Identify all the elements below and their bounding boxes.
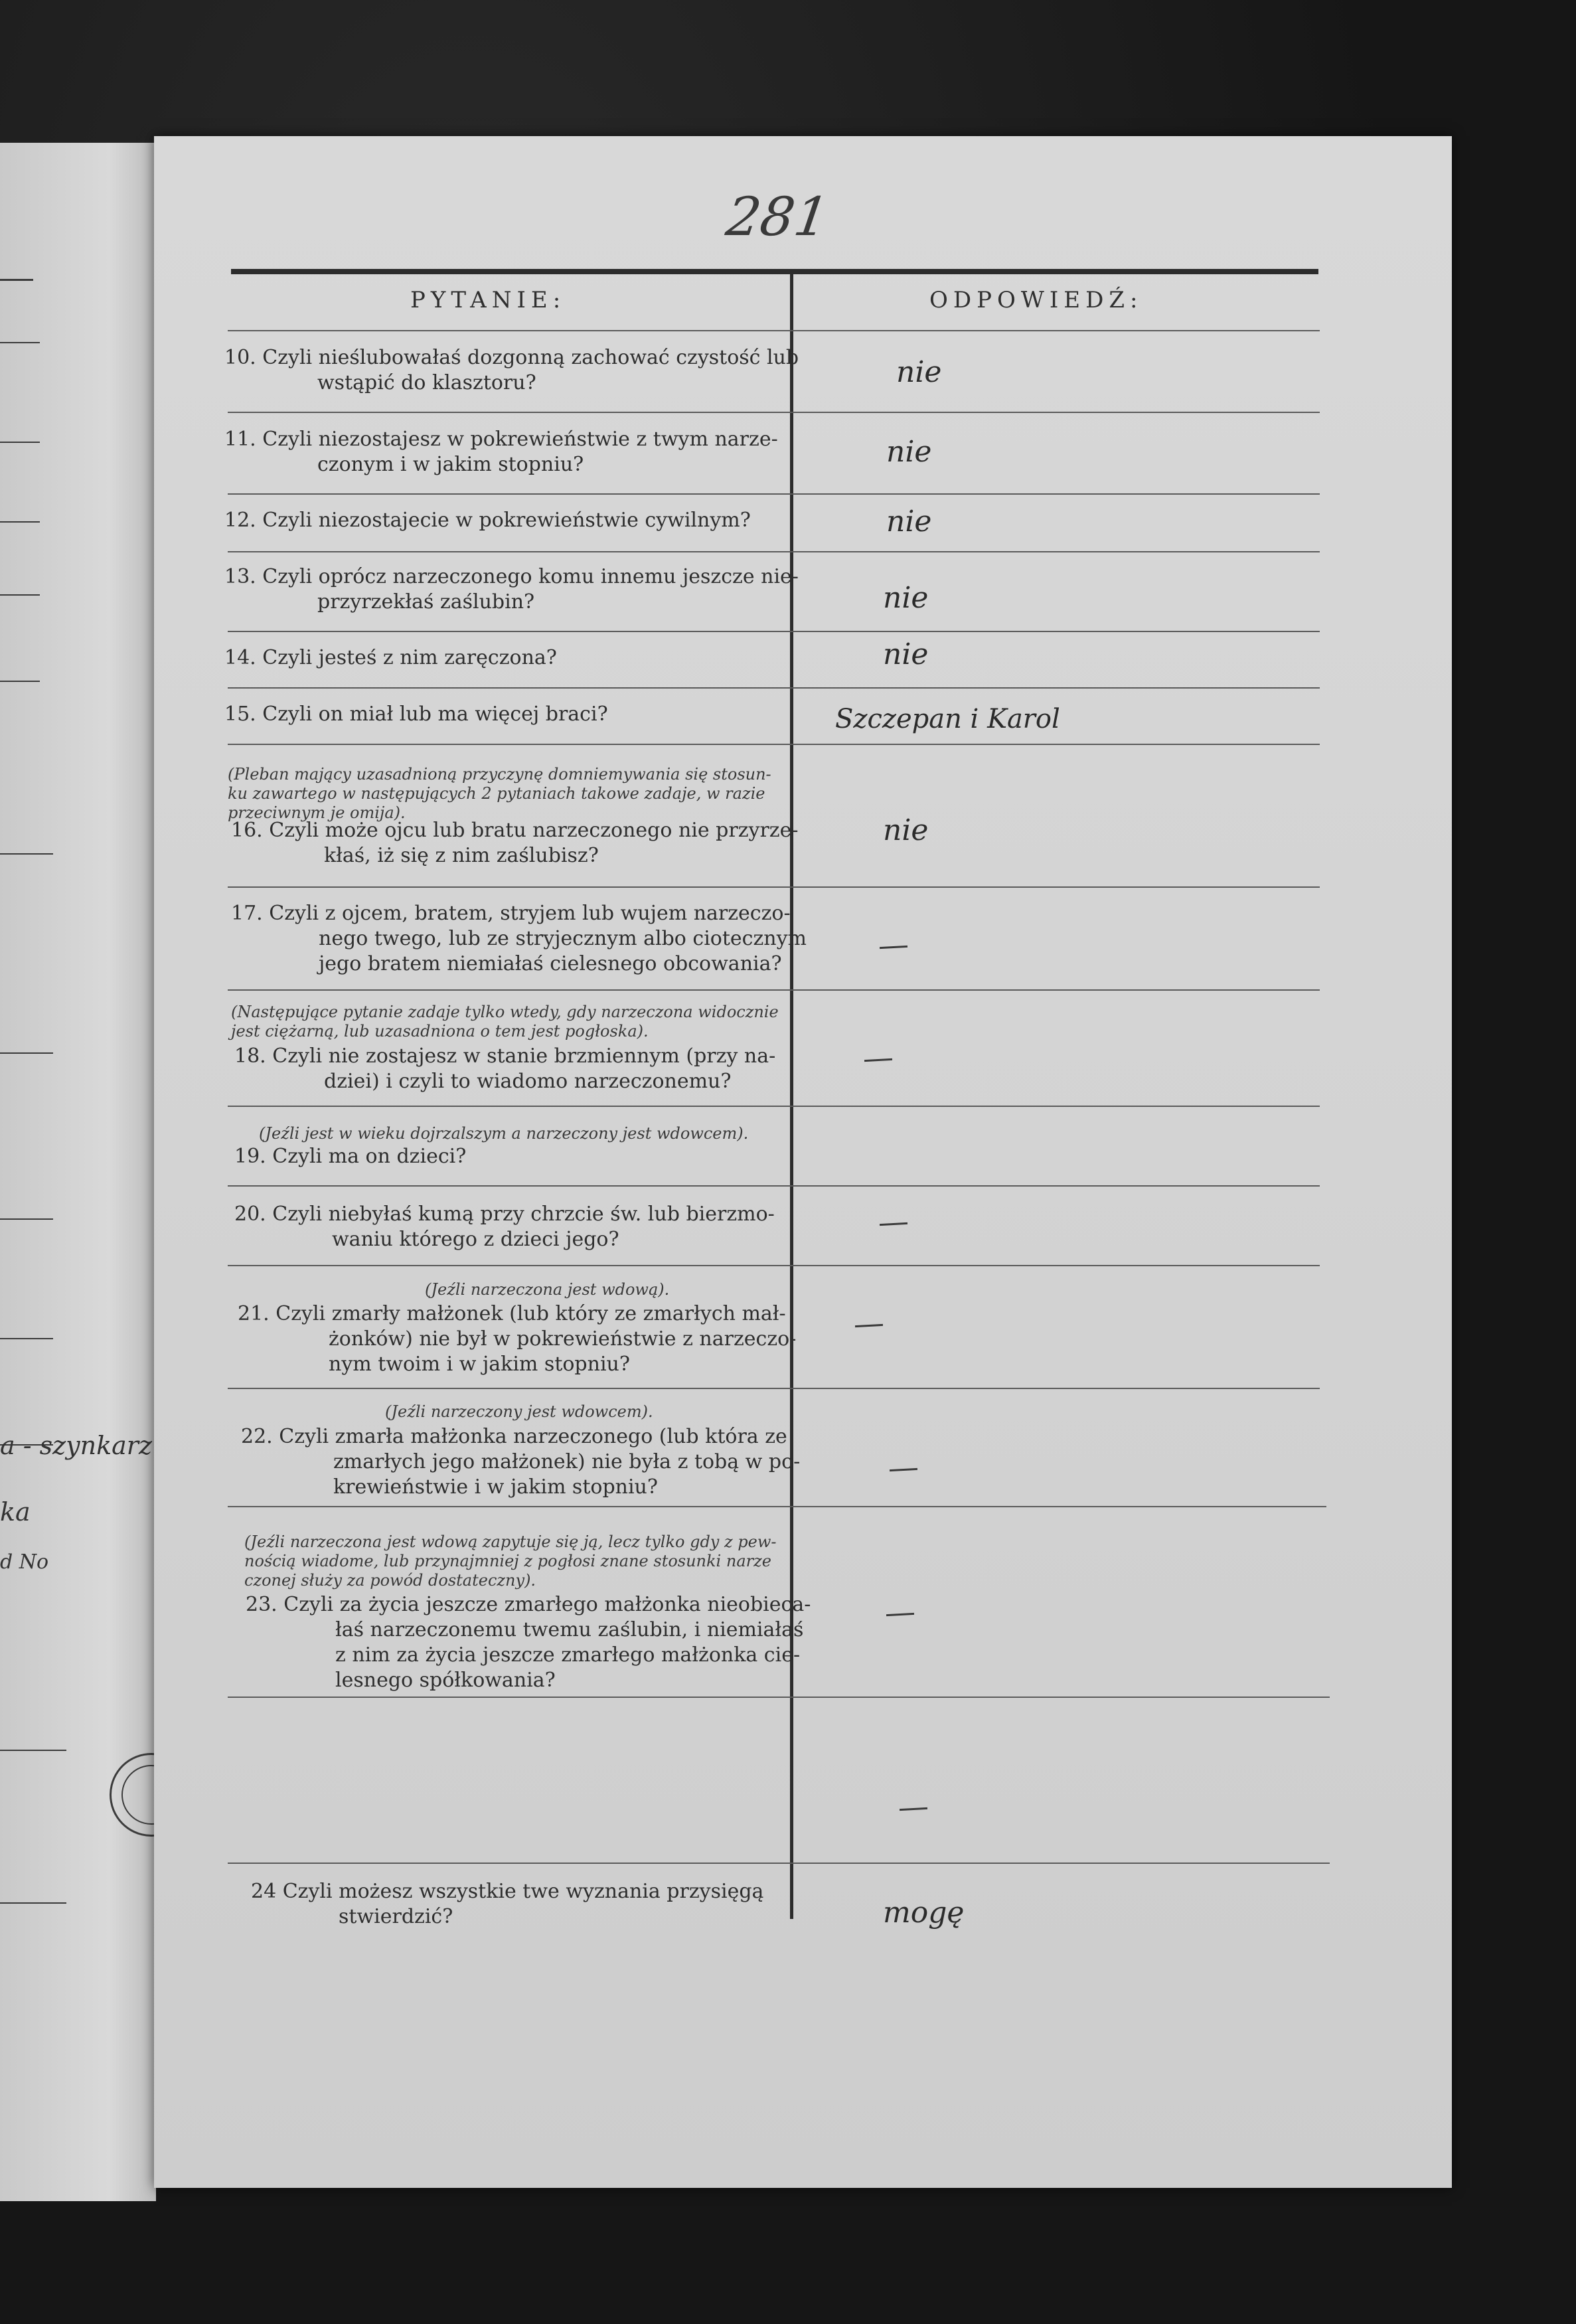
row-rule bbox=[228, 330, 1320, 331]
question-13-line2: przyrzekłaś zaślubin? bbox=[317, 590, 535, 614]
left-rule bbox=[0, 1902, 66, 1904]
question-23-line3: z nim za życia jeszcze zmarłego małżonka cie- bbox=[335, 1643, 801, 1667]
question-20-line2: waniu którego z dzieci jego? bbox=[332, 1228, 619, 1251]
question-13-line1: 13. Czyli oprócz narzeczonego komu innemu jeszcze nie- bbox=[224, 565, 799, 588]
answer-14: nie bbox=[883, 637, 929, 671]
note-23-line1: (Jeźli narzeczona jest wdową zapytuje się ją, lecz tylko gdy z pew- bbox=[244, 1533, 777, 1551]
left-rule bbox=[0, 853, 53, 855]
note-23-line3: czonej służy za powód dostateczny). bbox=[244, 1571, 536, 1590]
row-rule bbox=[228, 1506, 1326, 1507]
row-rule bbox=[228, 1863, 1330, 1864]
row-rule bbox=[228, 744, 1320, 745]
row-rule bbox=[228, 1265, 1320, 1266]
row-rule bbox=[228, 551, 1320, 552]
answer-12: nie bbox=[886, 505, 932, 539]
question-18-line1: 18. Czyli nie zostajesz w stanie brzmiennym (przy na- bbox=[234, 1044, 776, 1068]
note-22: (Jeźli narzeczony jest wdowcem). bbox=[385, 1402, 653, 1421]
question-24-line1: 24 Czyli możesz wszystkie twe wyznania przysięgą bbox=[251, 1880, 764, 1903]
question-23-line4: lesnego spółkowania? bbox=[335, 1669, 556, 1692]
question-15: 15. Czyli on miał lub ma więcej braci? bbox=[224, 703, 608, 726]
column-divider bbox=[790, 274, 793, 1919]
header-rule bbox=[231, 269, 1318, 274]
question-20-line1: 20. Czyli niebyłaś kumą przy chrzcie św. lub bierzmo- bbox=[234, 1203, 775, 1226]
row-rule bbox=[228, 1697, 1330, 1698]
note-18-line1: (Następujące pytanie zadaje tylko wtedy, gdy narzeczona widocznie bbox=[231, 1003, 779, 1021]
row-rule bbox=[228, 886, 1320, 888]
left-handwriting: a - szynkarz bbox=[0, 1431, 152, 1460]
row-rule bbox=[228, 1185, 1320, 1187]
answer-24: mogę bbox=[883, 1896, 965, 1930]
row-rule bbox=[228, 412, 1320, 413]
question-17-line2: nego twego, lub ze stryjecznym albo ciotecznym bbox=[319, 927, 807, 950]
question-21-line3: nym twoim i w jakim stopniu? bbox=[329, 1353, 630, 1376]
left-rule bbox=[0, 442, 40, 443]
left-rule bbox=[0, 342, 40, 343]
answer-13: nie bbox=[883, 581, 929, 615]
question-18-line2: dziei) i czyli to wiadomo narzeczonemu? bbox=[324, 1070, 732, 1093]
left-handwriting: ka bbox=[0, 1497, 31, 1527]
question-19: 19. Czyli ma on dzieci? bbox=[234, 1145, 467, 1168]
row-rule bbox=[228, 631, 1320, 632]
answer-11: nie bbox=[886, 435, 932, 469]
question-22-line2: zmarłych jego małżonek) nie była z tobą w po- bbox=[333, 1450, 801, 1473]
question-16-line1: 16. Czyli może ojcu lub bratu narzeczonego nie przyrze- bbox=[231, 819, 799, 842]
question-23-line2: łaś narzeczonemu twemu zaślubin, i niemiałaś bbox=[335, 1618, 804, 1641]
note-21: (Jeźli narzeczona jest wdową). bbox=[425, 1280, 670, 1299]
header-question: PYTANIE: bbox=[410, 287, 566, 313]
question-21-line2: żonków) nie był w pokrewieństwie z narzeczo- bbox=[329, 1327, 797, 1351]
question-17-line3: jego bratem niemiałaś cielesnego obcowania? bbox=[319, 952, 782, 975]
question-14: 14. Czyli jesteś z nim zaręczona? bbox=[224, 646, 557, 669]
left-rule bbox=[0, 1750, 66, 1751]
left-rule bbox=[0, 1052, 53, 1054]
question-12: 12. Czyli niezostajecie w pokrewieństwie cywilnym? bbox=[224, 509, 751, 532]
left-rule bbox=[0, 681, 40, 682]
page-number: 281 bbox=[722, 186, 833, 248]
left-rule bbox=[0, 279, 33, 281]
question-17-line1: 17. Czyli z ojcem, bratem, stryjem lub wujem narzeczo- bbox=[231, 902, 791, 925]
note-23-line2: nością wiadome, lub przynajmniej z pogłosi znane stosunki narze bbox=[244, 1552, 771, 1570]
question-16-line2: kłaś, iż się z nim zaślubisz? bbox=[324, 844, 599, 867]
note-16-line3: przeciwnym je omija). bbox=[228, 803, 406, 822]
question-24-line2: stwierdzić? bbox=[339, 1905, 453, 1928]
row-rule bbox=[228, 1106, 1320, 1107]
note-19: (Jeźli jest w wieku dojrzalszym a narzeczony jest wdowcem). bbox=[259, 1124, 749, 1143]
question-10-line2: wstąpić do klasztoru? bbox=[317, 371, 536, 394]
left-rule bbox=[0, 1218, 53, 1220]
left-rule bbox=[0, 521, 40, 523]
question-23-line1: 23. Czyli za życia jeszcze zmarłego małżonka nieobieca- bbox=[246, 1593, 811, 1616]
row-rule bbox=[228, 1388, 1320, 1389]
question-11-line2: czonym i w jakim stopniu? bbox=[317, 453, 584, 476]
row-rule bbox=[228, 989, 1320, 991]
note-16-line2: ku zawartego w następujących 2 pytaniach takowe zadaje, w razie bbox=[228, 784, 765, 803]
left-rule bbox=[0, 594, 40, 596]
left-adjacent-page bbox=[0, 143, 156, 2201]
question-22-line1: 22. Czyli zmarła małżonka narzeczonego (lub która ze bbox=[241, 1425, 787, 1448]
question-21-line1: 21. Czyli zmarły małżonek (lub który ze zmarłych mał- bbox=[238, 1302, 786, 1325]
row-rule bbox=[228, 493, 1320, 495]
question-11-line1: 11. Czyli niezostajesz w pokrewieństwie z twym narze- bbox=[224, 428, 778, 451]
question-22-line3: krewieństwie i w jakim stopniu? bbox=[333, 1475, 658, 1499]
left-handwriting: d No bbox=[0, 1550, 49, 1574]
note-18-line2: jest ciężarną, lub uzasadniona o tem jest pogłoska). bbox=[231, 1022, 649, 1040]
left-rule bbox=[0, 1338, 53, 1339]
answer-15: Szczepan i Karol bbox=[835, 704, 1060, 734]
answer-10: nie bbox=[896, 355, 942, 389]
row-rule bbox=[228, 687, 1320, 689]
note-16-line1: (Pleban mający uzasadnioną przyczynę domniemywania się stosun- bbox=[228, 765, 771, 784]
header-answer: ODPOWIEDŹ: bbox=[929, 287, 1143, 313]
question-10-line1: 10. Czyli nieślubowałaś dozgonną zachować czystość lub bbox=[224, 346, 799, 369]
answer-16: nie bbox=[883, 813, 929, 847]
